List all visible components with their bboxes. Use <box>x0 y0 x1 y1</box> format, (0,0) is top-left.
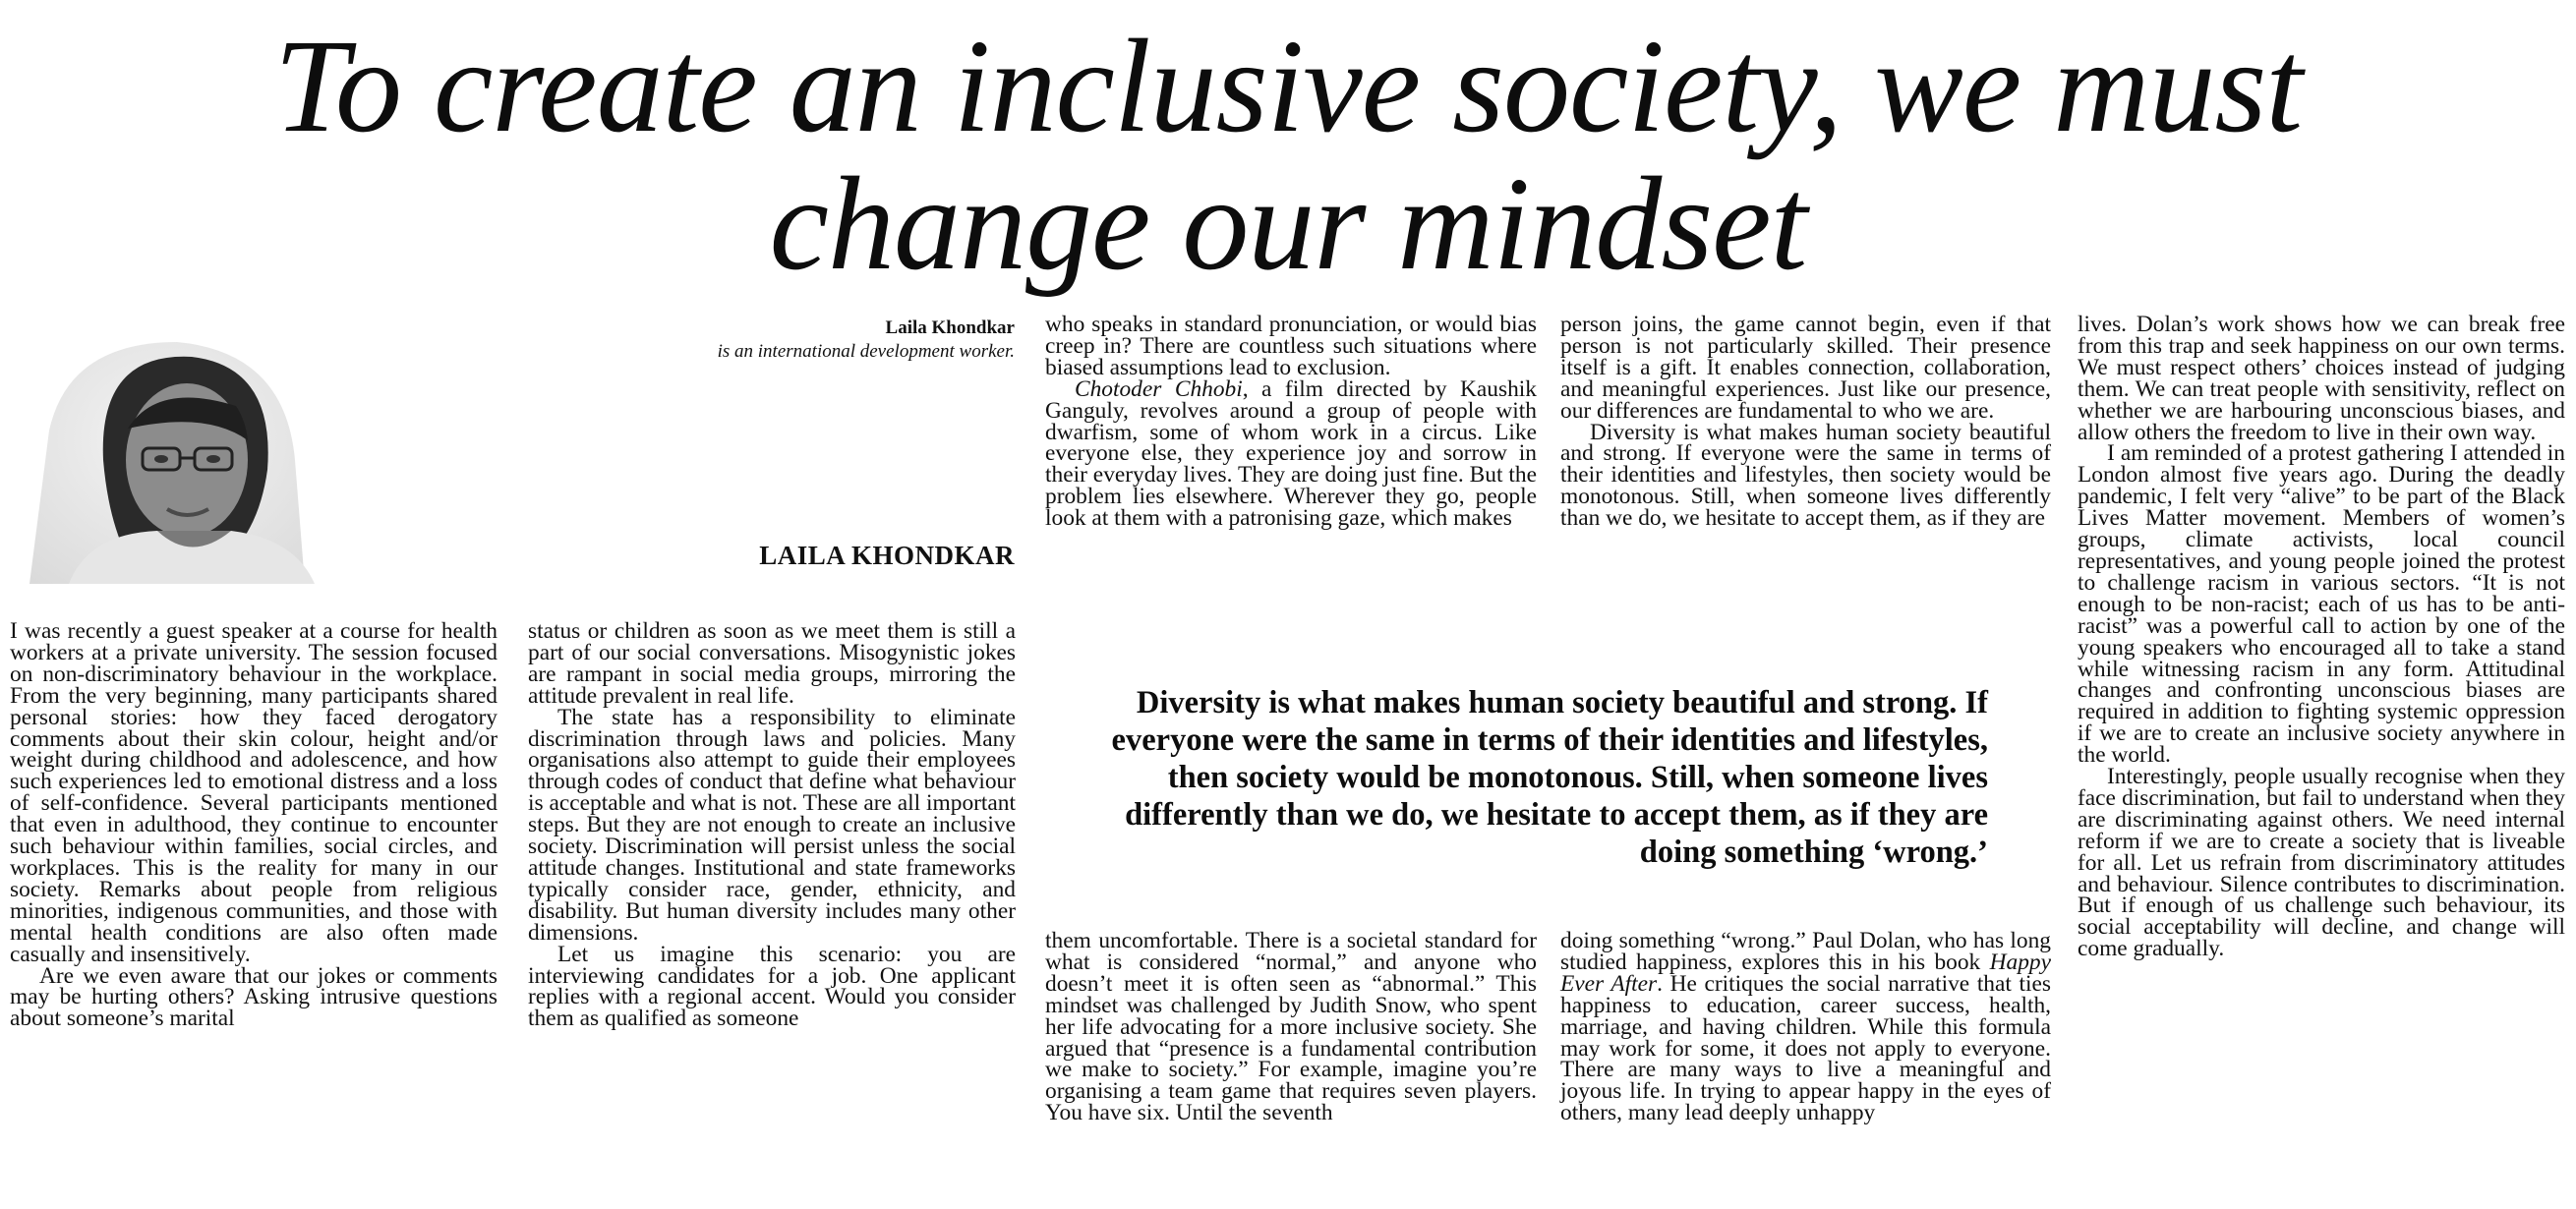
paragraph: them uncomfortable. There is a societal standard for what is considered “normal,” and anyone who doesn’t meet it is often seen as “abnormal.” This mindset was challenged by Judith Snow, who spent her life advocating for a more inclusive society. She argued that “presence is a fundamental contribution we make to society.” For example, imagine you’re organising a team game that requires seven players. You have six. Until the seventh <box>1045 928 1537 1126</box>
book-title: Happy Ever After <box>1560 949 2051 997</box>
column-3-top <box>1045 312 1537 532</box>
headline <box>0 13 2576 298</box>
column-4-top <box>1560 312 2051 532</box>
paragraph: I am reminded of a protest gathering I attended in London almost five years ago. During the deadly pandemic, I felt very “alive” to be part of the Black Lives Matter movement. Members of women’s groups, climate activists, local council representatives, and young people joined the protest to challenge racism in various sectors. “It is not enough to be non-racist; each of us has to be anti-racist” was a powerful call to action by one of the young speakers who encouraged all to take a stand while witnessing racism in any form. Attitudinal changes and confronting unconscious biases are required in addition to fighting systemic oppression if we are to create an inclusive society anywhere in the world. <box>2078 440 2565 769</box>
paragraph: Let us imagine this scenario: you are interviewing candidates for a job. One applicant replies with a regional accent. Would you consider them as qualified as someone <box>528 941 1016 1032</box>
author-portrait <box>10 313 324 584</box>
paragraph: I was recently a guest speaker at a course for health workers at a private university. The session focused on non-discriminatory behaviour in the workplace. From the very beginning, many participants shared personal stories: how they faced derogatory comments about their skin colour, height and/or weight during childhood and adolescence, and how such experiences led to emotional distress and a loss of self-confidence. Several participants mentioned that even in adulthood, they continue to encounter such behaviour within families, social circles, and workplaces. This is the reality for many in our society. Remarks about people from religious minorities, indigenous communities, and those with mental health conditions are also often made casually and insensitively. <box>10 618 498 967</box>
author-photo-icon <box>10 313 324 584</box>
paragraph: Interestingly, people usually recognise when they face discrimination, but fail to understand when they are discriminating against others. We need internal reform if we are to create a society that is liveable for all. Let us refrain from discriminatory attitudes and behaviour. Silence contributes to discrimination. But if enough of us challenge such behaviour, its social acceptability will decline, and change will come gradually. <box>2078 764 2565 962</box>
author-name-caps: LAILA KHONDKAR <box>759 541 1015 570</box>
column-2 <box>528 618 1016 1032</box>
column-3-bottom <box>1045 928 1537 1126</box>
film-title: Chotoder Chhobi <box>1075 375 1243 402</box>
column-5 <box>2078 312 2565 962</box>
paragraph: person joins, the game cannot begin, even if that person is not particularly skilled. Their presence itself is a gift. It enables connection, collaboration, and meaningful experiences. Just like our presence, our differences are fundamental to who we are. <box>1560 312 2051 424</box>
author-name: Laila Khondkar <box>885 317 1015 338</box>
column-1 <box>10 618 498 1032</box>
headline-line-2: change our mindset <box>769 150 1807 298</box>
byline <box>590 317 1015 364</box>
pull-quote: Diversity is what makes human society beautiful and strong. If everyone were the same in terms of their identities and lifestyles, then society would be monotonous. Still, when someone lives differently than we do, we hesitate to accept them, as if they are doing something ‘wrong.’ <box>1111 685 1988 870</box>
paragraph: who speaks in standard pronunciation, or would bias creep in? There are countless such situations where biased assumptions lead to exclusion. <box>1045 312 1537 380</box>
paragraph: lives. Dolan’s work shows how we can break free from this trap and seek happiness on our own terms. We must respect others’ choices instead of judging them. We can treat people with sensitivity, reflect on whether we are harbouring unconscious biases, and allow others the freedom to live in their own way. <box>2078 312 2565 445</box>
paragraph-text: , a film directed by Kaushik Ganguly, revolves around a group of people with dwarfism, some of whom work in a circus. Like everyone else, they experience joy and sorrow in their everyday lives. They are doing just fine. But the problem lies elsewhere. Wherever they go, people look at them with a patronising gaze, which makes <box>1045 375 1537 532</box>
paragraph: status or children as soon as we meet them is still a part of our social conversations. Misogynistic jokes are rampant in social media groups, mirroring the attitude prevalent in real life. <box>528 618 1016 709</box>
column-4-bottom <box>1560 928 2051 1126</box>
paragraph-text: . He critiques the social narrative that ties happiness to education, career success, health, marriage, and having children. While this formula may work for some, it does not apply to everyone. There are many ways to live a meaningful and joyous life. In trying to appear happy in the eyes of others, many lead deeply unhappy <box>1560 970 2051 1126</box>
paragraph <box>1045 375 1537 532</box>
paragraph: Diversity is what makes human society beautiful and strong. If everyone were the same in terms of their identities and lifestyles, then society would be monotonous. Still, when someone lives differently than we do, we hesitate to accept them, as if they are <box>1560 419 2051 532</box>
paragraph-text: doing something “wrong.” Paul Dolan, who has long studied happiness, explores this in his book <box>1560 928 2051 975</box>
paragraph <box>1560 928 2051 1126</box>
paragraph: Are we even aware that our jokes or comments may be hurting others? Asking intrusive questions about someone’s marital <box>10 962 498 1032</box>
author-bio: is an international development worker. <box>717 341 1015 362</box>
paragraph: The state has a responsibility to eliminate discrimination through laws and policies. Many organisations also attempt to guide their employees through codes of conduct that define what behaviour is acceptable and what is not. These are all important steps. But they are not enough to create an inclusive society. Discrimination will persist unless the social attitude changes. Institutional and state frameworks typically consider race, gender, ethnicity, and disability. But human diversity includes many other dimensions. <box>528 704 1016 946</box>
headline-line-1: To create an inclusive society, we must <box>273 13 2303 160</box>
